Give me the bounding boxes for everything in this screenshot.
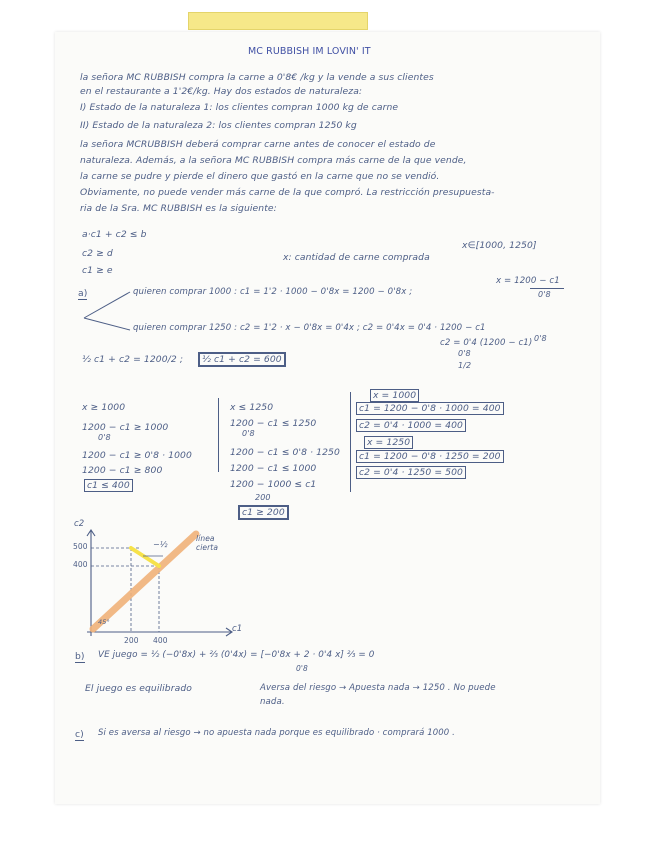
graph-xlabel: c1 (232, 624, 243, 634)
expected-value-den: 0'8 (296, 664, 308, 673)
c2-frac-mid: 0'8 (458, 349, 471, 358)
risk-averse-note-2: nada. (260, 697, 285, 707)
intro-line: Obviamente, no puede vender más carne de la que compró. La restricción presupuesta- (80, 187, 495, 198)
constraint-c1: c1 ≥ e (82, 265, 113, 276)
case-1000-x: x = 1200 − c1 (496, 276, 560, 286)
case-1000-x-den: 0'8 (538, 290, 551, 299)
constraint-budget: a·c1 + c2 ≤ b (82, 229, 147, 240)
case-1250: quieren comprar 1250 : c2 = 1'2 · x − 0'8x = 0'4x ; c2 = 0'4x = 0'4 · 1200 − c1 (133, 323, 486, 333)
page-title: MC RUBBISH IM LOVIN' IT (248, 46, 371, 57)
x-tick-200: 200 (124, 636, 139, 645)
intro-line: naturaleza. Además, a la señora MC RUBBISH compra más carne de la que vende, (80, 155, 467, 166)
budget-equation: ½ c1 + c2 = 1200/2 ; (82, 354, 184, 365)
col3-line: c2 = 0'4 · 1250 = 500 (356, 466, 466, 479)
col1-line: 1200 − c1 ≥ 0'8 · 1000 (82, 450, 192, 461)
x-range: x∈[1000, 1250] (462, 240, 537, 251)
budget-boxed: ½ c1 + c2 = 600 (198, 352, 286, 367)
col3-line: c2 = 0'4 · 1000 = 400 (356, 419, 466, 432)
fair-game: El juego es equilibrado (85, 683, 192, 694)
x-tick-400: 400 (153, 636, 168, 645)
col2-line: 1200 − c1 ≤ 1000 (230, 463, 317, 474)
col2-line: 1200 − 1000 ≤ c1 (230, 479, 317, 490)
col3-line: c1 = 1200 − 0'8 · 1000 = 400 (356, 402, 504, 415)
part-b-label: b) (75, 651, 85, 662)
col2-den: 200 (255, 493, 271, 502)
col1-line: x ≥ 1000 (82, 402, 126, 413)
col1-line: 1200 − c1 ≥ 1000 (82, 422, 169, 433)
col2-line: 1200 − c1 ≤ 0'8 · 1250 (230, 447, 340, 458)
constraint-c2: c2 ≥ d (82, 248, 113, 259)
col3-line: x = 1250 (364, 436, 413, 449)
col3-line: x = 1000 (370, 389, 419, 402)
x-definition: x: cantidad de carne comprada (283, 252, 430, 263)
col2-line: x ≤ 1250 (230, 402, 274, 413)
col2-den: 0'8 (242, 429, 255, 438)
risk-averse-note: Aversa del riesgo → Apuesta nada → 1250 . No puede (260, 683, 496, 693)
case-1000: quieren comprar 1000 : c1 = 1'2 · 1000 − 0'8x = 1200 − 0'8x ; (133, 287, 413, 297)
y-tick-400: 400 (73, 560, 88, 569)
part-c-label: c) (75, 729, 84, 740)
line-label: línea cierta (196, 534, 219, 552)
case-1250-den: 0'8 (534, 334, 547, 343)
col1-den: 0'8 (98, 433, 111, 442)
intro-line: la carne se pudre y pierde el dinero que gastó en la carne que no se vendió. (80, 171, 440, 182)
y-tick-500: 500 (73, 542, 88, 551)
col1-result: c1 ≤ 400 (84, 479, 133, 492)
intro-line: ria de la Sra. MC RUBBISH es la siguiente: (80, 203, 277, 214)
col2-line: 1200 − c1 ≤ 1250 (230, 418, 317, 429)
expected-value: VE juego = ½ (−0'8x) + ⅔ (0'4x) = [−0'8x + 2 · 0'4 x] ⅔ = 0 (98, 650, 375, 660)
graph-ylabel: c2 (74, 519, 85, 529)
slope-label: −½ (153, 540, 168, 549)
c2-expression: c2 = 0'4 (1200 − c1) (440, 338, 533, 348)
feasible-segment (131, 548, 159, 566)
intro-line: II) Estado de la naturaleza 2: los clientes compran 1250 kg (80, 120, 357, 131)
part-a-label: a) (78, 288, 88, 299)
intro-line: la señora MC RUBBISH compra la carne a 0'8€ /kg y la vende a sus clientes (80, 72, 434, 83)
intro-line: la señora MCRUBBISH deberá comprar carne antes de conocer el estado de (80, 139, 436, 150)
intro-line: en el restaurante a 1'2€/kg. Hay dos estados de naturaleza: (80, 86, 363, 97)
c2-frac-den: 1/2 (458, 361, 472, 370)
col2-result: c1 ≥ 200 (238, 505, 289, 520)
col1-line: 1200 − c1 ≥ 800 (82, 465, 163, 476)
intro-line: I) Estado de la naturaleza 1: los clientes compran 1000 kg de carne (80, 102, 399, 113)
col3-line: c1 = 1200 − 0'8 · 1250 = 200 (356, 450, 504, 463)
origin-mark: 45° (98, 618, 110, 626)
part-c-answer: Si es aversa al riesgo → no apuesta nada porque es equilibrado · comprará 1000 . (98, 728, 455, 738)
